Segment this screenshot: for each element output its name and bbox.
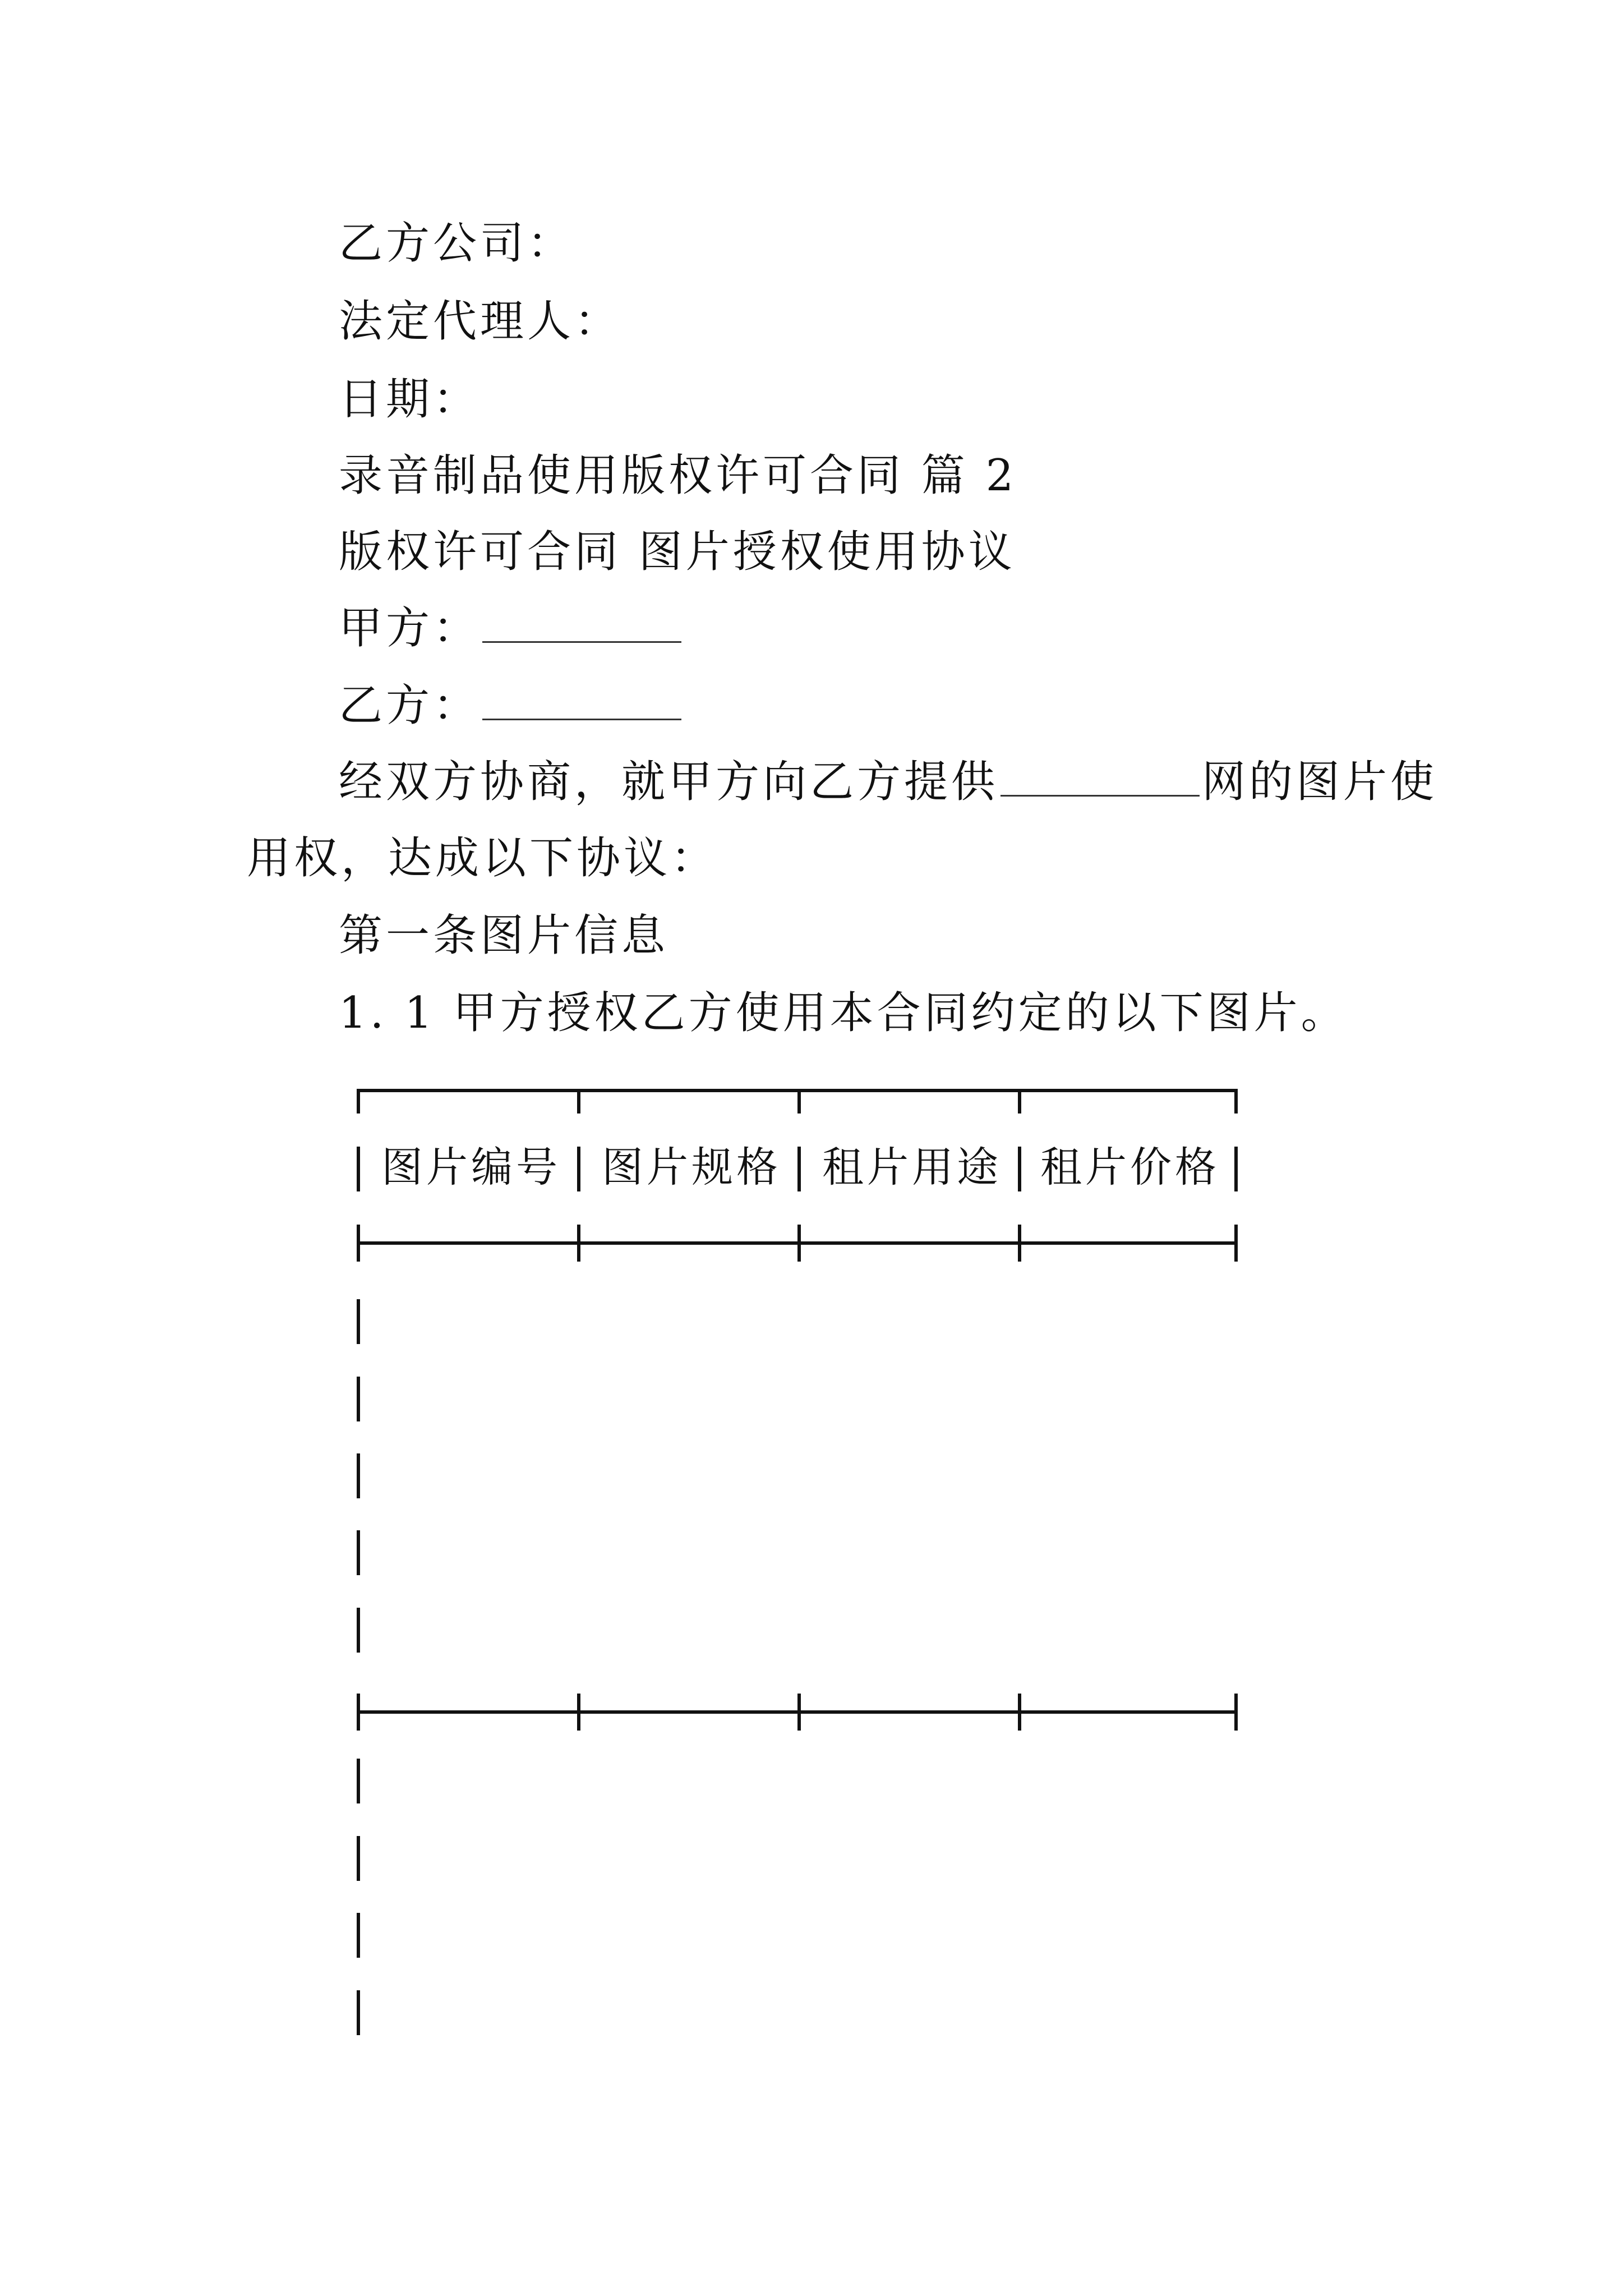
header-separator (577, 1147, 580, 1191)
row-left-border (357, 1990, 360, 2035)
table-row-tick (1234, 1694, 1238, 1731)
clause-1-1: 1. 1 甲方授权乙方使用本合同约定的以下图片。 (339, 988, 1348, 1038)
table-top-tick (357, 1089, 360, 1114)
table-top-border (357, 1089, 1238, 1092)
section-title: 录音制品使用版权许可合同 篇 2 (339, 450, 1017, 501)
intro-text-part1: 经双方协商，就甲方向乙方提供 (339, 757, 999, 807)
table-header-border (357, 1241, 1238, 1245)
row-left-border (357, 1377, 360, 1421)
party-b-blank (482, 716, 681, 720)
row-left-border (357, 1836, 360, 1881)
header-separator (357, 1147, 360, 1191)
table-header-tick (797, 1225, 801, 1262)
header-separator (1018, 1147, 1021, 1191)
party-a-label: 甲方： (339, 603, 481, 654)
table-header-tick (357, 1225, 360, 1262)
party-a-line (339, 601, 684, 655)
party-a-blank (482, 639, 681, 643)
table-header-tick (1018, 1225, 1021, 1262)
table-top-tick (797, 1089, 801, 1114)
header-rental-use: 租片用途 (822, 1143, 1002, 1191)
row-left-border (357, 1608, 360, 1653)
table-top-tick (577, 1089, 580, 1114)
table-row-tick (577, 1694, 580, 1731)
table-top-tick (1234, 1089, 1238, 1114)
row-left-border (357, 1299, 360, 1344)
row-left-border (357, 1453, 360, 1498)
header-picture-number: 图片编号 (381, 1143, 561, 1191)
legal-representative-label: 法定代理人： (339, 296, 622, 347)
agreement-subtitle: 版权许可合同 图片授权使用协议 (339, 527, 1016, 577)
header-separator (797, 1147, 801, 1191)
table-row-border (357, 1710, 1238, 1714)
intro-text-part2: 网的图片使 (1202, 757, 1438, 807)
table-row-tick (357, 1694, 360, 1731)
row-left-border (357, 1759, 360, 1803)
party-b-line (339, 679, 684, 733)
intro-paragraph-line2: 用权，达成以下协议： (247, 833, 718, 884)
row-left-border (357, 1530, 360, 1575)
table-top-tick (1018, 1089, 1021, 1114)
party-b-label: 乙方： (339, 680, 481, 731)
table-header-tick (577, 1225, 580, 1262)
intro-paragraph-line1 (339, 755, 1437, 809)
party-b-company-label: 乙方公司： (339, 218, 575, 269)
article-1-heading: 第一条图片信息 (339, 910, 669, 961)
table-row-tick (797, 1694, 801, 1731)
date-label: 日期： (339, 374, 481, 425)
row-left-border (357, 1913, 360, 1958)
table-header-tick (1234, 1225, 1238, 1262)
header-separator (1234, 1147, 1238, 1191)
website-blank (1000, 793, 1200, 797)
table-row-tick (1018, 1694, 1021, 1731)
header-picture-spec: 图片规格 (602, 1143, 781, 1191)
header-rental-price: 租片价格 (1040, 1143, 1220, 1191)
